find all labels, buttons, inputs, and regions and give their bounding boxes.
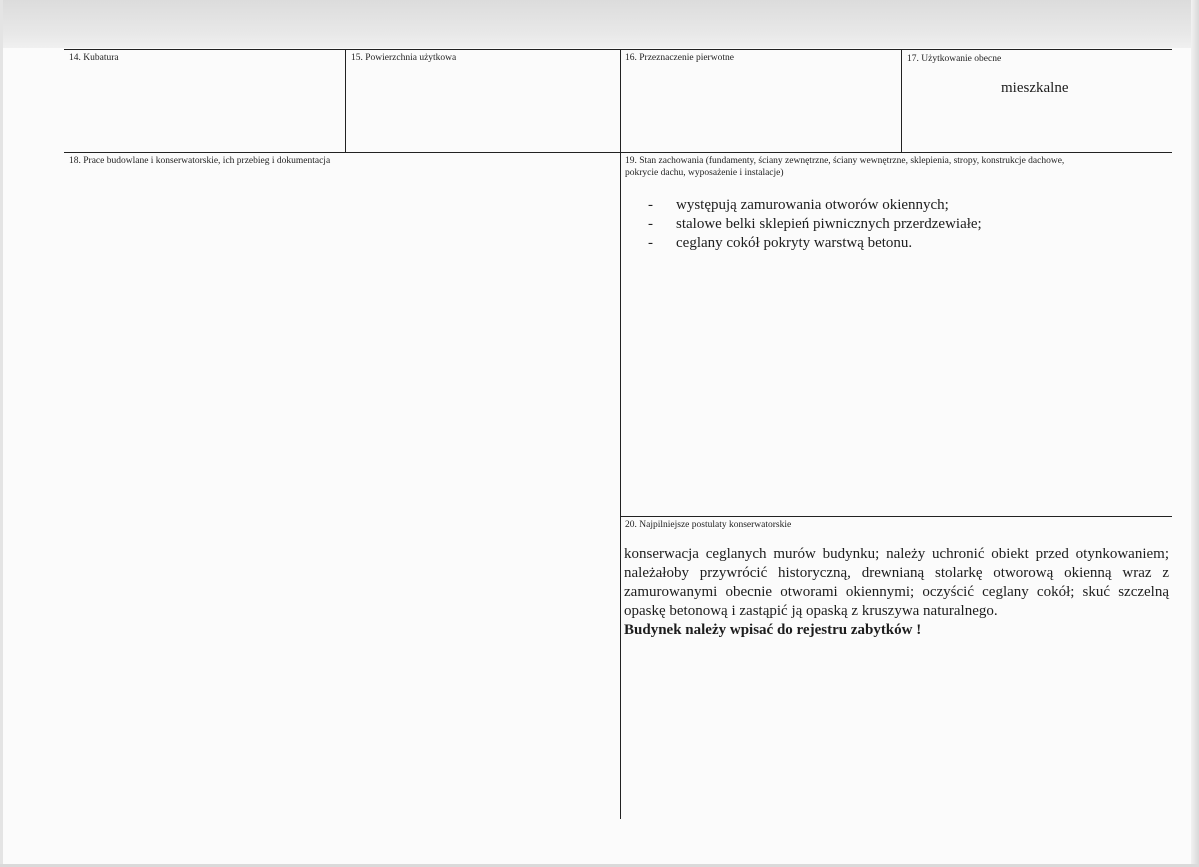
field-17-value: mieszkalne	[1001, 80, 1069, 96]
grid-line-v1	[345, 49, 346, 153]
field-14-label: 14. Kubatura	[69, 53, 119, 63]
list-item: - stalowe belki sklepień piwnicznych przerdzewiałe;	[648, 215, 1148, 234]
field-18-label: 18. Prace budowlane i konserwatorskie, ich przebieg i dokumentacja	[69, 156, 331, 166]
scan-top-shadow	[0, 0, 1199, 48]
grid-line-top	[64, 49, 1172, 50]
field-15-label: 15. Powierzchnia użytkowa	[351, 53, 457, 63]
field-19-label-line1: 19. Stan zachowania (fundamenty, ściany zewnętrzne, ściany wewnętrzne, sklepienia, stropy, konstrukcje dachowe,	[625, 156, 1065, 166]
field-20-bold-note: Budynek należy wpisać do rejestru zabytków !	[624, 622, 922, 638]
field-19-label-line2: pokrycie dachu, wyposażenie i instalacje)	[625, 168, 784, 178]
field-20-text: konserwacja ceglanych murów budynku; należy uchronić obiekt przed otynkowaniem; należałoby przywrócić historyczną, drewnianą stolarkę otworową okienną wraz z zamurowanymi obecnie otworami okiennymi; oczyścić ceglany cokół; skuć szczelną opaskę betonową i zastąpić ją opaską z kruszywa naturalnego.	[624, 546, 1169, 619]
grid-line-v-center	[620, 49, 621, 819]
list-item: - ceglany cokół pokryty warstwą betonu.	[648, 234, 1148, 253]
scan-right-edge	[1191, 0, 1199, 867]
scan-left-edge	[0, 0, 3, 867]
grid-line-row1	[64, 152, 1172, 153]
field-19-list	[648, 196, 1148, 253]
field-20-text-block	[624, 545, 1169, 640]
grid-line-row2	[620, 516, 1172, 517]
list-item: - występują zamurowania otworów okiennych;	[648, 196, 1148, 215]
field-16-label: 16. Przeznaczenie pierwotne	[625, 53, 734, 63]
field-20-label: 20. Najpilniejsze postulaty konserwatorskie	[625, 520, 792, 530]
grid-line-v3	[901, 49, 902, 153]
field-17-label: 17. Użytkowanie obecne	[907, 54, 1002, 64]
